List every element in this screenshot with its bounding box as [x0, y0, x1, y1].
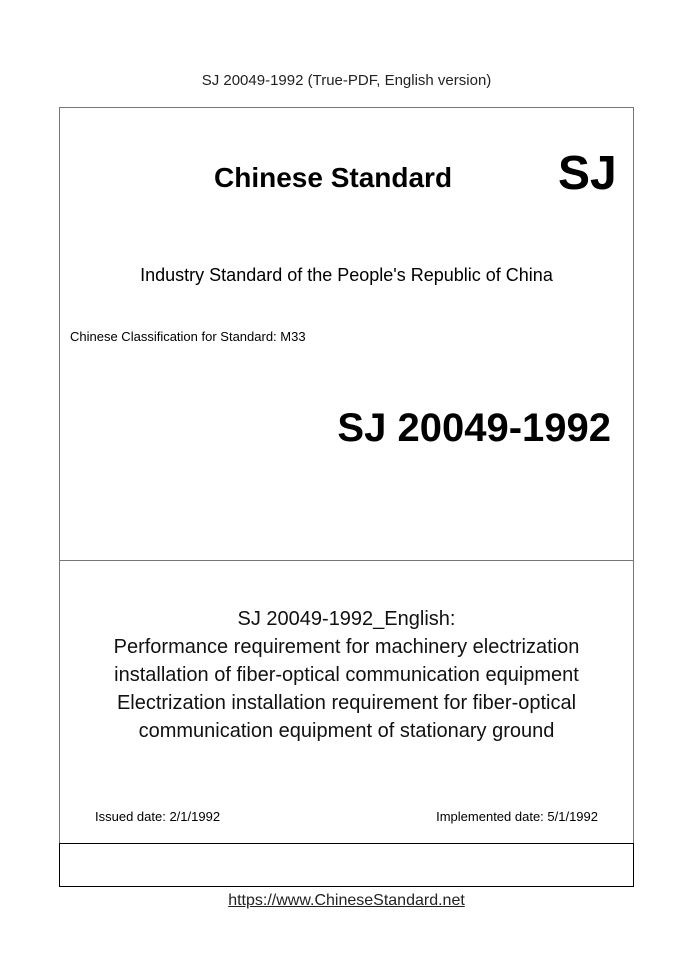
cover-bottom-frame	[59, 843, 634, 887]
document-title-line: communication equipment of stationary ground	[138, 720, 555, 742]
document-header: SJ 20049-1992 (True-PDF, English version)	[201, 72, 492, 89]
document-title-line: Performance requirement for machinery electrization	[113, 636, 580, 658]
website-link[interactable]: https://www.ChineseStandard.net	[228, 892, 465, 909]
implemented-date: Implemented date: 5/1/1992	[436, 809, 598, 824]
footer	[0, 892, 693, 910]
document-title-line: installation of fiber-optical communication equipment	[114, 664, 579, 686]
document-title-line: Electrization installation requirement for fiber-optical	[116, 692, 577, 714]
document-title-line: SJ 20049-1992_English:	[237, 608, 456, 630]
standard-mark: SJ	[558, 147, 617, 200]
issued-date: Issued date: 2/1/1992	[95, 809, 221, 824]
cover-title: Chinese Standard	[214, 162, 453, 193]
document-title-block	[59, 605, 634, 745]
classification-label: Chinese Classification for Standard: M33	[70, 329, 306, 344]
industry-standard-line: Industry Standard of the People's Republic of China	[140, 265, 553, 285]
standard-number: SJ 20049-1992	[337, 406, 611, 450]
